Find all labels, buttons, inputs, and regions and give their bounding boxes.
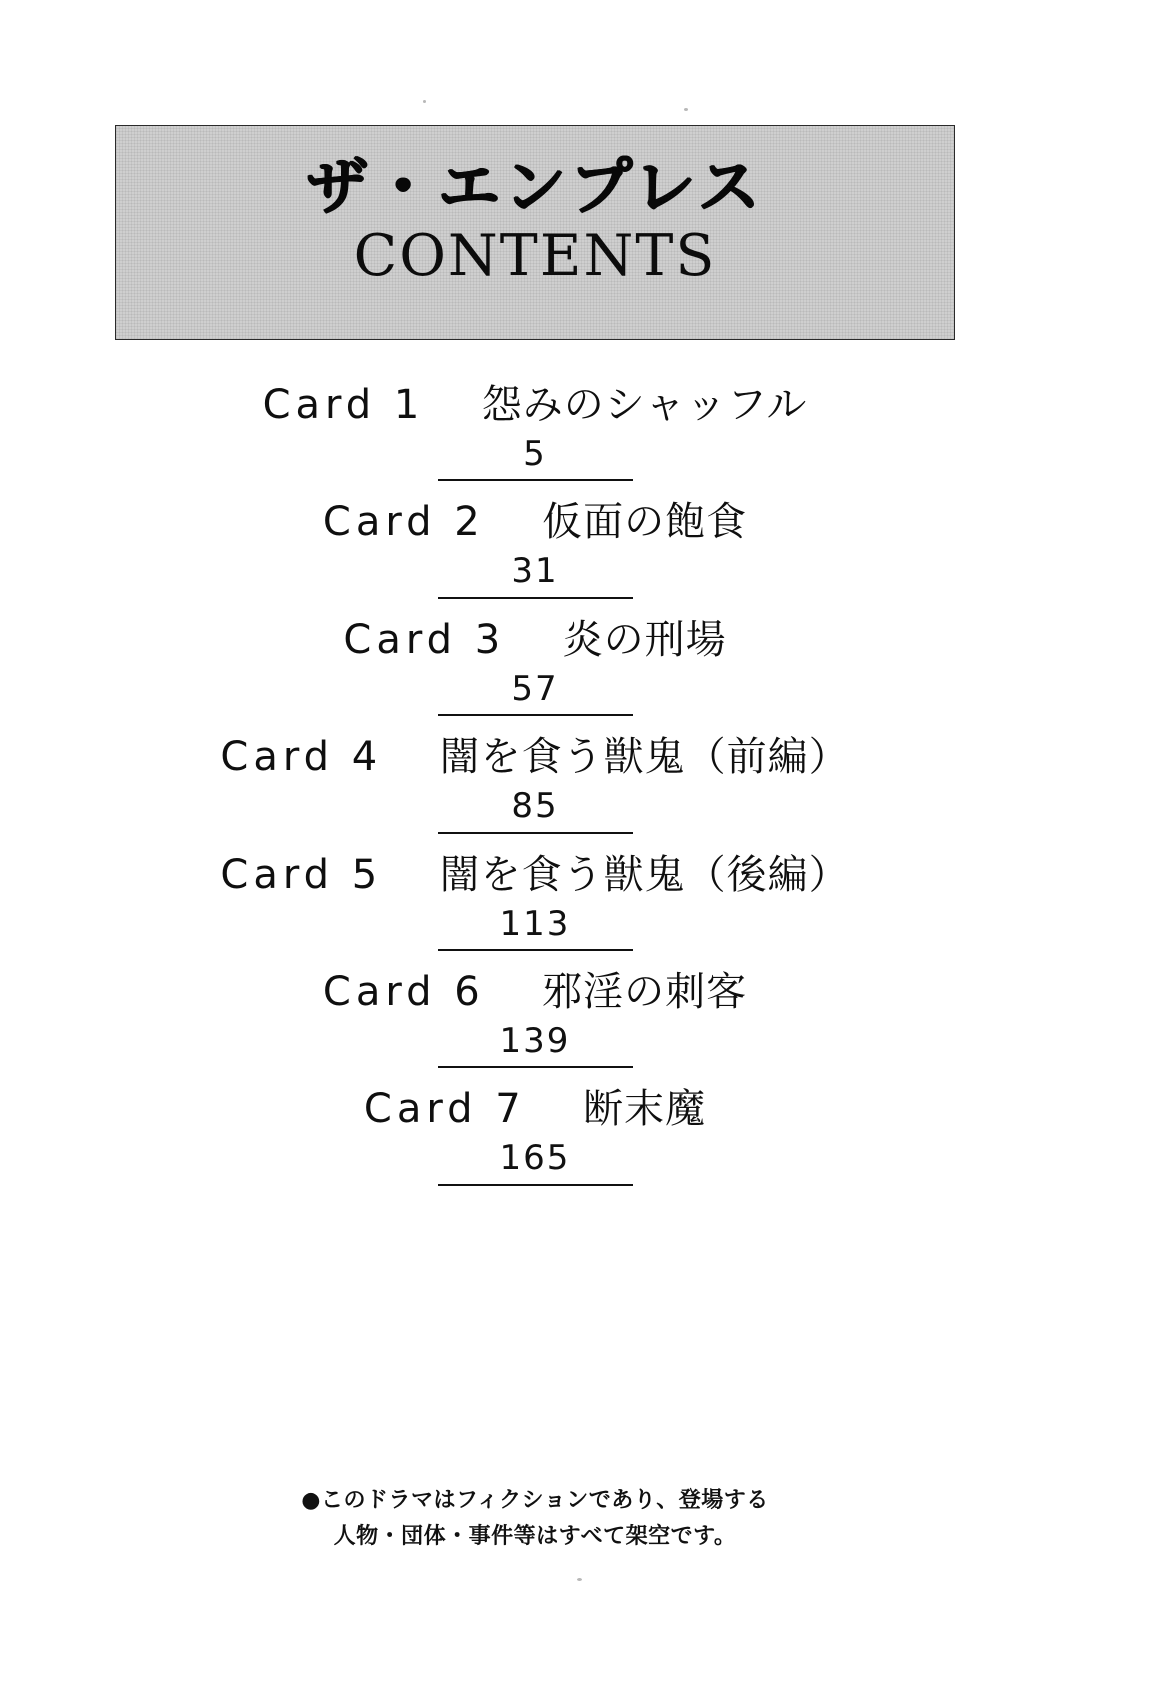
toc-card-label: Card 3 [343, 616, 506, 663]
toc-entry-line [115, 380, 955, 430]
toc-entry-line [115, 967, 955, 1017]
fiction-disclaimer [115, 1483, 955, 1556]
scan-speckle [423, 100, 426, 103]
toc-page-number: 165 [438, 1140, 633, 1185]
toc-chapter-title: 邪淫の刺客 [542, 968, 748, 1015]
scan-speckle [684, 108, 688, 111]
toc-card-label: Card 4 [220, 734, 383, 781]
toc-card-label: Card 7 [363, 1086, 526, 1133]
toc-page-number-row [115, 788, 955, 833]
fiction-disclaimer-line-1: ●このドラマはフィクションであり、登場する [301, 1488, 769, 1513]
toc-page-number: 113 [438, 906, 633, 951]
toc-card-label: Card 2 [322, 499, 485, 546]
toc-entry [115, 1084, 955, 1185]
toc-entry-line [115, 850, 955, 900]
toc-entry-line [115, 497, 955, 547]
toc-chapter-title: 炎の刑場 [562, 616, 727, 663]
toc-entry [115, 967, 955, 1068]
toc-chapter-title: 断末魔 [583, 1086, 707, 1133]
toc-page-number: 57 [438, 671, 633, 716]
toc-entry [115, 732, 955, 833]
scan-speckle [577, 1578, 582, 1581]
toc-card-label: Card 1 [262, 382, 425, 428]
table-of-contents [115, 380, 955, 1202]
fiction-disclaimer-line-2: 人物・団体・事件等はすべて架空です。 [333, 1524, 737, 1550]
toc-entry [115, 380, 955, 481]
contents-heading: CONTENTS [353, 223, 717, 290]
toc-page-number-row [115, 436, 955, 481]
toc-card-label: Card 6 [322, 968, 485, 1015]
toc-chapter-title: 仮面の飽食 [542, 499, 748, 546]
toc-entry-line [115, 1084, 955, 1134]
toc-page-number-row [115, 903, 955, 951]
toc-page-number: 85 [438, 788, 633, 833]
toc-entry-line [115, 615, 955, 665]
toc-chapter-title: 闇を食う獣鬼（後編） [439, 851, 850, 898]
toc-page-number: 139 [438, 1023, 633, 1068]
toc-page-number-row [115, 1140, 955, 1185]
toc-chapter-title: 闇を食う獣鬼（前編） [439, 734, 850, 781]
toc-entry [115, 850, 955, 951]
toc-page-number-row [115, 668, 955, 716]
book-title: ザ・エンプレス [306, 150, 764, 223]
toc-entry-line [115, 732, 955, 782]
toc-page-number-row [115, 553, 955, 598]
toc-page-number-row [115, 1020, 955, 1068]
toc-page-number: 31 [438, 553, 633, 598]
title-banner [115, 125, 955, 340]
toc-entry [115, 615, 955, 716]
toc-entry [115, 497, 955, 598]
toc-card-label: Card 5 [220, 851, 383, 898]
toc-chapter-title: 怨みのシャッフル [481, 382, 808, 428]
toc-page-number: 5 [438, 436, 633, 481]
